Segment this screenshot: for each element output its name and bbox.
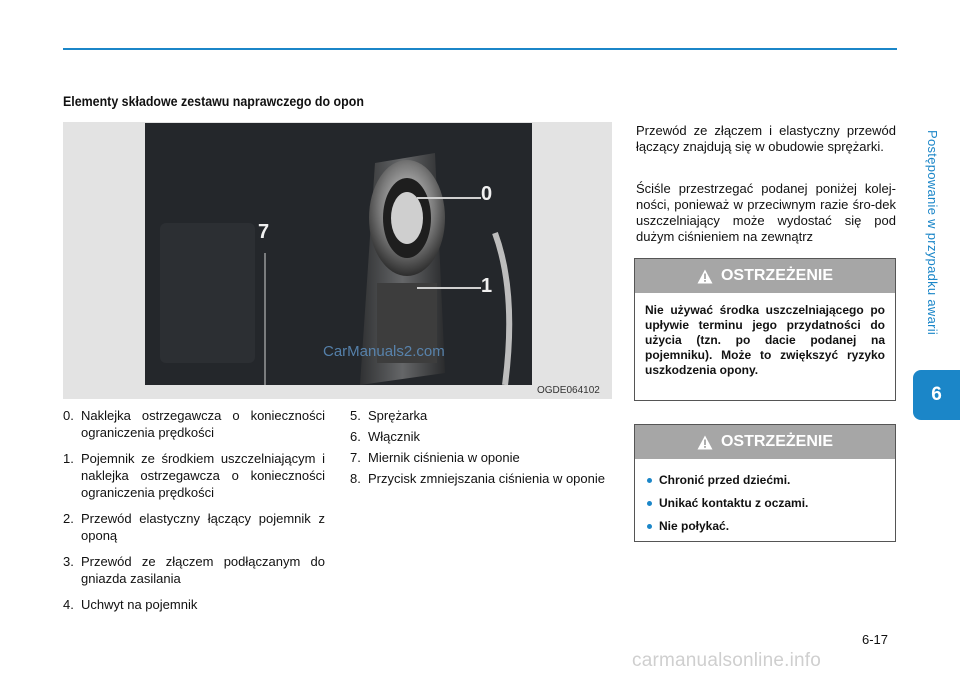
item-number: 5. [350,408,361,423]
item-number: 2. [63,511,74,526]
item-text: Uchwyt na pojemnik [81,597,198,612]
warning-title: OSTRZEŻENIE [720,267,833,284]
item-text: Naklejka ostrzegawcza o konieczności ograniczenia prędkości [81,408,325,440]
item-text: Pojemnik ze środkiem uszczelniającym i naklejka ostrzegawcza o konieczności ograniczenia prędkości [81,451,325,500]
item-number: 0. [63,408,74,423]
chapter-side-title: Postępowanie w przypadku awarii [925,130,940,336]
item-text: Włącznik [368,429,421,444]
warning-triangle-icon [697,435,713,450]
bullet-item: Unikać kontaktu z oczami. [645,496,885,511]
top-rule [63,48,897,50]
item-number: 7. [350,450,361,465]
warning-text: Nie używać środka uszczelniającego po upływie terminu jego przydatności do użycia (tzn. po dacie podanej na pojemniku). Może to zwiększyć ryzyko uszkodzenia opony. [645,303,885,377]
list-item [63,596,325,613]
callout-7: 7 [258,221,270,243]
list-item [350,449,612,466]
figure-code: OGDE064102 [537,385,600,396]
list-item [350,407,612,424]
bullet-item: Nie połykać. [645,519,885,534]
site-watermark: carmanualsonline.info [632,650,822,671]
list-item [63,510,325,544]
callout-0: 0 [481,183,493,205]
figure-photo [145,123,532,385]
page-number: 6-17 [862,632,889,647]
warning-triangle-icon [697,269,713,284]
chapter-tab: 6 [913,370,960,420]
figure-watermark: CarManuals2.com [323,343,445,360]
warning-box-safety [634,424,896,542]
callout-1: 1 [481,275,493,297]
item-text: Miernik ciśnienia w oponie [368,450,520,465]
item-text: Przycisk zmniejszania ciśnienia w oponie [368,471,605,486]
warning-header [635,259,895,293]
item-text: Sprężarka [368,408,428,423]
list-item [63,407,325,441]
item-number: 1. [63,451,74,466]
item-text: Przewód ze złączem podłączanym do gniazda zasilania [81,554,325,586]
list-item [350,428,612,445]
warning-header [635,425,895,459]
components-list-right [350,407,612,491]
list-item [63,553,325,587]
warning-bullets [635,459,895,554]
warning-title: OSTRZEŻENIE [720,433,833,450]
section-heading: Elementy składowe zestawu naprawczego do opon [63,94,364,109]
list-item [350,470,612,487]
item-number: 4. [63,597,74,612]
item-number: 8. [350,471,361,486]
paragraph-hoses: Przewód ze złączem i elastyczny przewód łączący znajdują się w obudowie sprężarki. [636,123,896,154]
item-number: 3. [63,554,74,569]
bullet-item: Chronić przed dziećmi. [645,473,885,488]
tire-repair-kit-figure [63,122,612,399]
components-list-left [63,407,325,622]
paragraph-order: Ściśle przestrzegać podanej poniżej kolej-ności, ponieważ w przeciwnym razie śro-dek uszczelniający może wydostać się pod dużym ciśnieniem na zewnątrz [636,181,896,244]
item-text: Przewód elastyczny łączący pojemnik z oponą [81,511,325,543]
warning-box-expiry [634,258,896,401]
item-number: 6. [350,429,361,444]
list-item [63,450,325,501]
